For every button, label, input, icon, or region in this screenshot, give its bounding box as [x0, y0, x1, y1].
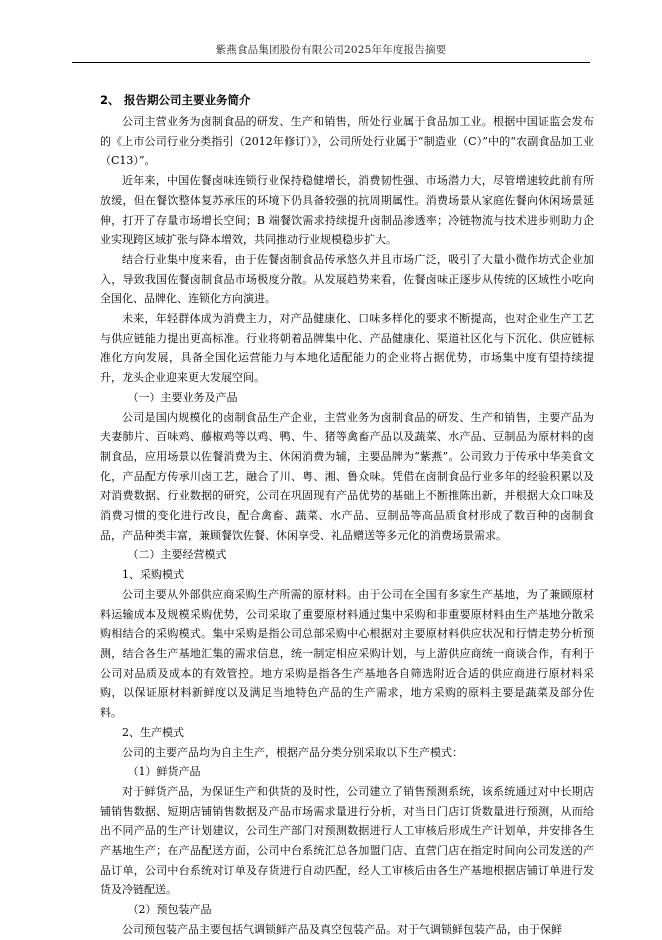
- section-heading: [100, 92, 251, 108]
- subheading-business-products: （一）主要业务及产品: [127, 390, 238, 404]
- paragraph-future: 未来，年轻群体成为消费主力，对产品健康化、口味多样化的要求不断提高，也对企业生产工艺与供应链能力提出更高标准。行业将朝着品牌集中化、产品健康化、渠道社区化与下沉化、供应链标准化方向发展，具备全国化运营能力与本地化适配能力的企业将占据优势，市场集中度有望持续提升，龙头企业迎来更大发展空间。: [100, 312, 594, 385]
- paragraph-production-intro: 公司的主要产品均为自主生产，根据产品分类分别采取以下生产模式：: [122, 745, 463, 759]
- subheading-fresh-products: （1）鲜货产品: [127, 765, 201, 779]
- subheading-operating-model: （二）主要经营模式: [127, 548, 227, 562]
- paragraph-procurement: 公司主要从外部供应商采购生产所需的原材料。由于公司在全国有多家生产基地，为了兼顾原材料运输成本及规模采购优势，公司采取了重要原材料通过集中采购和非重要原材料由生产基地分散采购相结合的采购模式。集中采购是指公司总部采购中心根据对主要原材料供应状况和行情走势分析预测，结合各生产基地汇集的需求信息，统一制定相应采购计划，与上游供应商统一商谈合作，有利于公司对品质及成本的有效管控。地方采购是指各生产基地各自筛选附近合适的供应商进行原材料采购，以保证原材料新鲜度以及满足当地特色产品的生产需求，地方采购的原料主要是蔬菜及部分佐料。: [100, 587, 594, 720]
- paragraph-fresh-products: 对于鲜货产品，为保证生产和供货的及时性，公司建立了销售预测系统，该系统通过对中长期店铺销售数据、短期店铺销售数据及产品市场需求量进行分析，对当日门店订货数量进行预测，从而给出不同产品的生产计划建议，公司生产部门对预测数据进行人工审核后形成生产计划单，并安排各生产基地生产；在产品配送方面，公司中台系统汇总各加盟门店、直营门店在指定时间向公司发送的产品订单，公司中台系统对订单及存货进行自动匹配，经人工审核后由各生产基地根据店铺订单进行发货及冷链配送。: [100, 784, 594, 897]
- main-content: [100, 112, 594, 940]
- subheading-production: 2、生产模式: [122, 725, 184, 739]
- paragraph-industry: 公司主营业务为卤制食品的研发、生产和销售，所处行业属于食品加工业。根据中国证监会发布的《上市公司行业分类指引（2012年修订）》，公司所处行业属于“制造业（C）”中的“农副食品加工业（C13）”。: [100, 115, 594, 168]
- header-rule: [72, 62, 590, 63]
- paragraph-company-products: 公司是国内规模化的卤制食品生产企业，主营业务为卤制食品的研发、生产和销售，主要产品为夫妻肺片、百味鸡、藤椒鸡等以鸡、鸭、牛、猪等禽畜产品以及蔬菜、水产品、豆制品为原材料的卤制食品，应用场景以佐餐消费为主、休闲消费为辅，主要品牌为“紫燕”。公司致力于传承中华美食文化，产品配方传承川卤工艺，融合了川、粤、湘、鲁众味。凭借在卤制食品行业多年的经验积累以及对消费数据、行业数据的研究，公司在巩固现有产品优势的基础上不断推陈出新，并根据大众口味及消费习惯的变化进行改良，配合禽畜、蔬菜、水产品、豆制品等高品质食材形成了数百种的卤制食品，产品种类丰富，兼顾餐饮佐餐、休闲享受、礼品赠送等多元化的消费场景需求。: [100, 410, 594, 542]
- section-title: 报告期公司主要业务简介: [124, 93, 251, 107]
- paragraph-packaged-products: 公司预包装产品主要包括气调锁鲜产品及真空包装产品。对于气调锁鲜包装产品，由于保鲜: [122, 922, 562, 936]
- subheading-procurement: 1、采购模式: [122, 568, 184, 582]
- section-number: 2、: [100, 93, 120, 107]
- report-header: 紫燕食品集团股份有限公司2025年年度报告摘要: [215, 44, 447, 56]
- subheading-packaged-products: （2）预包装产品: [127, 903, 212, 917]
- paragraph-growth: 近年来，中国佐餐卤味连锁行业保持稳健增长，消费韧性强、市场潜力大，尽管增速较此前有所放缓，但在餐饮整体复苏承压的环境下仍具备较强的抗周期属性。消费场景从家庭佐餐向休闲场景延伸，打开了存量市场增长空间；B 端餐饮需求持续提升卤制品渗透率；冷链物流与技术进步则助力企业实现跨区域扩张与降本增效，共同推动行业规模稳步扩大。: [100, 174, 594, 247]
- paragraph-concentration: 结合行业集中度来看，由于佐餐卤制食品传承悠久并且市场广泛，吸引了大量小微作坊式企业加入，导致我国佐餐卤制食品市场极度分散。从发展趋势来看，佐餐卤味正逐步从传统的区域性小吃向全国化、品牌化、连锁化方向演进。: [100, 252, 594, 306]
